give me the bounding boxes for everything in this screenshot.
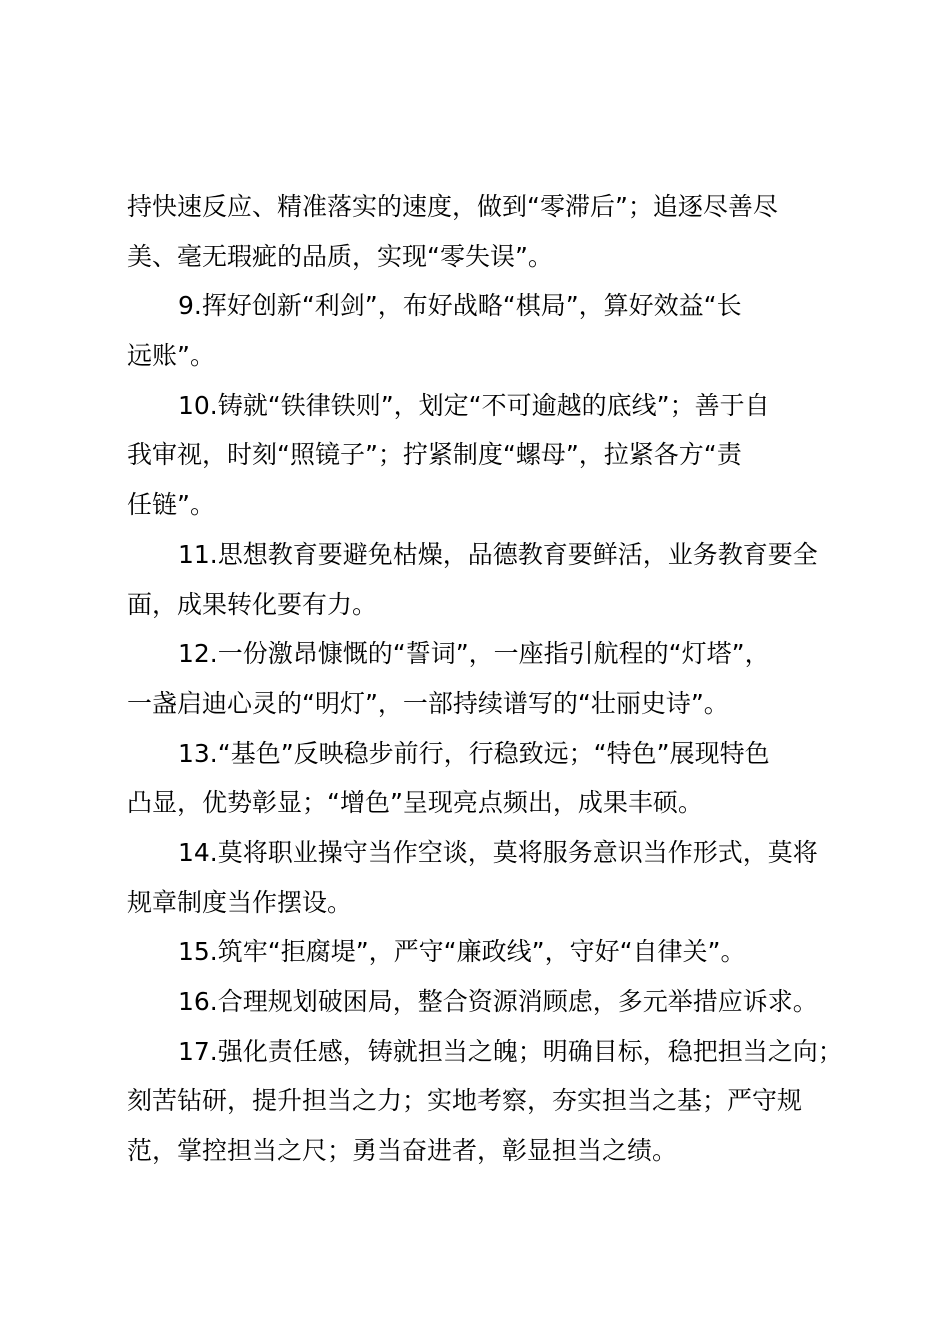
body-text [127, 182, 842, 1176]
text-line: 10.铸就“铁律铁则”，划定“不可逾越的底线”；善于自 [178, 390, 770, 420]
text-line: 15.筑牢“拒腐堤”，严守“廉政线”，守好“自律关”。 [178, 937, 746, 967]
text-line: 范，掌控担当之尺；勇当奋进者，彰显担当之绩。 [127, 1136, 678, 1166]
text-line: 凸显，优势彰显；“增色”呈现亮点频出，成果丰硕。 [127, 788, 703, 818]
text-line: 远账”。 [127, 341, 215, 371]
text-line: 我审视，时刻“照镜子”；拧紧制度“螺母”，拉紧各方“责 [127, 440, 742, 470]
text-line: 13.“基色”反映稳步前行，行稳致远；“特色”展现特色 [178, 738, 770, 768]
text-line: 9.挥好创新“利剑”，布好战略“棋局”，算好效益“长 [178, 291, 742, 321]
text-line: 一盏启迪心灵的“明灯”，一部持续谱写的“壮丽史诗”。 [127, 688, 729, 718]
text-line: 16.合理规划破困局，整合资源消顾虑，多元举措应诉求。 [178, 987, 818, 1016]
text-line: 面，成果转化要有力。 [127, 589, 378, 619]
text-line: 美、毫无瑕疵的品质，实现“零失误”。 [127, 241, 553, 271]
text-line: 任链”。 [127, 490, 215, 520]
text-line: 持快速反应、精准落实的速度，做到“零滞后”；追逐尽善尽 [127, 192, 778, 221]
text-line: 17.强化责任感，铸就担当之魄；明确目标，稳把担当之向； [178, 1036, 843, 1066]
text-line: 12.一份激昂慷慨的“誓词”，一座指引航程的“灯塔”， [178, 639, 770, 669]
text-line: 规章制度当作摆设。 [127, 887, 353, 917]
text-line: 11.思想教育要避免枯燥，品德教育要鲜活，业务教育要全 [178, 539, 818, 569]
text-line: 刻苦钻研，提升担当之力；实地考察，夯实担当之基；严守规 [127, 1086, 803, 1116]
text-line: 14.莫将职业操守当作空谈，莫将服务意识当作形式，莫将 [178, 837, 818, 867]
